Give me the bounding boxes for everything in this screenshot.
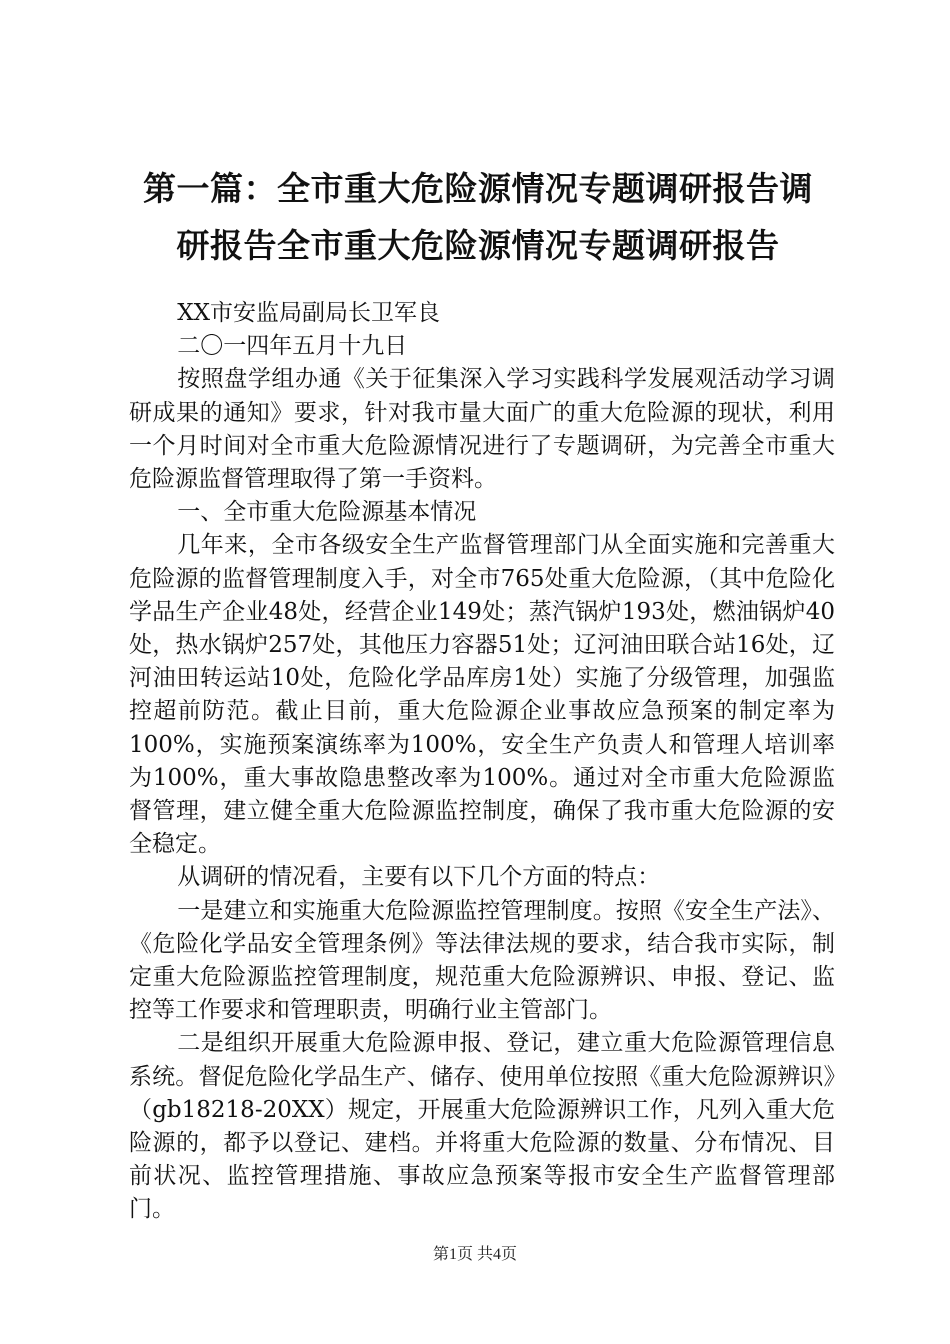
intro-paragraph: 按照盘学组办通《关于征集深入学习实践科学发展观活动学习调研成果的通知》要求，针对我市量大面广的重大危险源的现状，利用一个月时间对全市重大危险源情况进行了专题调研，为完善全市重大危险源监督管理取得了第一手资料。 xyxy=(129,366,835,493)
page-footer: 第1页 共4页 xyxy=(432,1246,517,1263)
document-body xyxy=(129,297,835,1227)
title-line-2: 研报告全市重大危险源情况专题调研报告 xyxy=(176,226,780,265)
body-paragraph: 几年来，全市各级安全生产监督管理部门从全面实施和完善重大危险源的监督管理制度入手，对全市765处重大危险源，（其中危险化学品生产企业48处，经营企业149处；蒸汽锅炉193处，燃油锅炉40处，热水锅炉257处，其他压力容器51处；辽河油田联合站16处，辽河油田转运站10处，危险化学品库房1处）实施了分级管理，加强监控超前防范。截止目前，重大危险源企业事故应急预案的制定率为100%，实施预案演练率为100%，安全生产负责人和管理人培训率为100%，重大事故隐患整改率为100%。通过对全市重大危险源监督管理，建立健全重大危险源监控制度，确保了我市重大危险源的安全稳定。 xyxy=(129,532,835,858)
date-line: 二〇一四年五月十九日 xyxy=(177,333,408,360)
document-title xyxy=(118,160,838,274)
title-line-1: 第一篇：全市重大危险源情况专题调研报告调 xyxy=(143,169,813,208)
section-heading: 一、全市重大危险源基本情况 xyxy=(177,499,477,526)
body-paragraph: 一是建立和实施重大危险源监控管理制度。按照《安全生产法》、《危险化学品安全管理条例》等法律法规的要求，结合我市实际，制定重大危险源监控管理制度，规范重大危险源辨识、申报、登记、监控等工作要求和管理职责，明确行业主管部门。 xyxy=(129,897,835,1024)
body-paragraph: 二是组织开展重大危险源申报、登记，建立重大危险源管理信息系统。督促危险化学品生产、储存、使用单位按照《重大危险源辨识》（gb18218-20XX）规定，开展重大危险源辨识工作，凡列入重大危险源的，都予以登记、建档。并将重大危险源的数量、分布情况、目前状况、监控管理措施、事故应急预案等报市安全生产监督管理部门。 xyxy=(129,1030,835,1223)
author-line: XX市安监局副局长卫军良 xyxy=(177,300,441,326)
body-paragraph: 从调研的情况看，主要有以下几个方面的特点： xyxy=(177,864,661,891)
